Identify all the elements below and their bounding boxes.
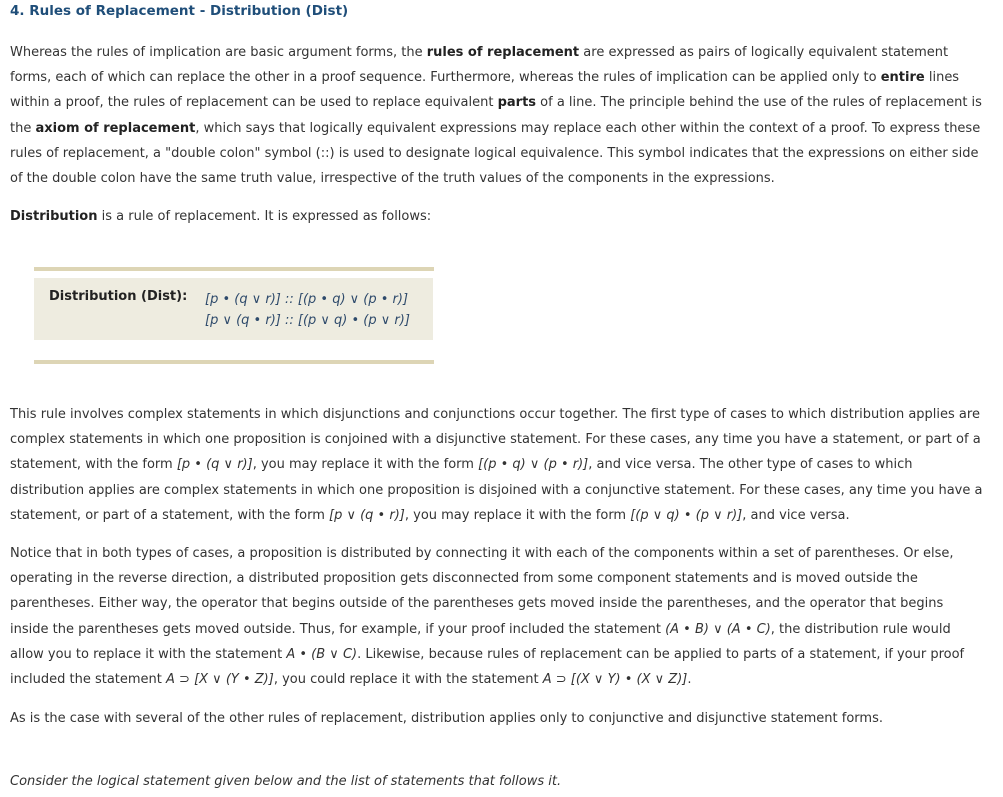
text: , you could replace it with the statement [273,672,543,688]
formula: [p • (q ∨ r)] [176,457,253,473]
term-entire: entire [880,70,925,86]
text: are expressed as pairs of logically equivalent statement forms, each of which can replace the other in a proof sequence. Furthermore, whereas the rules of implication can be applied only to [10,45,949,86]
text: , and vice versa. The other type of cases to which distribution applies are complex statements in which one proposition is disjoined with a conjunctive statement. For these cases, any time you have a statement, or part of a statement, with the form [10,457,983,523]
text: , you may replace it with the form [252,457,479,473]
text: of a line. The principle behind the use of the rules of replacement is the [10,95,982,136]
text: , which says that logically equivalent expressions may replace each other within the context of a proof. To express these rules of replacement, a "double colon" symbol (::) is used to designate logical equivalence. This symbol indicates that the expressions on either side of the double colon have the same truth value, irrespective of the truth values of the components in the expressions. [10,120,981,187]
intro-paragraph [10,40,985,191]
text: , the distribution rule would allow you to replace it with the statement [10,621,951,662]
text: Notice that in both types of cases, a proposition is distributed by connecting it with each of the components within a set of parentheses. Or else, operating in the reverse direction, a distributed proposition gets disconnected from some component statements and is moved outside the parentheses. Either way, the operator that begins outside of the parentheses gets moved inside the parentheses, and the operator that begins inside the parentheses gets moved outside. Thus, for example, if your proof included the statement [10,546,954,637]
section-title: 4. Rules of Replacement - Distribution (Dist) [10,3,349,19]
rule-form-2: [p ∨ (q • r)] :: [(p ∨ q) • (p ∨ r)] [205,313,410,328]
notice-paragraph [10,541,985,692]
term-distribution: Distribution [10,209,98,224]
text: , you may replace it with the form [404,507,631,523]
text: This rule involves complex statements in which disjunctions and conjunctions occur together. The first type of cases to which distribution applies are complex statements in which one proposition is conjoined with a disjunctive statement. For these cases, any time you have a statement, or part of a statement, with the form [10,407,981,473]
text: lines within a proof, the rules of replacement can be used to replace equivalent [10,70,960,111]
rule-label: Distribution (Dist): [49,289,188,304]
text: is a rule of replacement. It is expressed as follows: [97,209,432,224]
scope-paragraph: As is the case with several of the other rules of replacement, distribution applies only to conjunctive and disjunctive statement forms. [10,711,883,726]
term-rules-of-replacement: rules of replacement [426,45,580,60]
closing-instruction: Consider the logical statement given below and the list of statements that follows it. [10,774,562,789]
rule-box-top-rule [34,267,434,271]
distribution-intro [10,204,985,229]
formula: A ⊃ [(X ∨ Y) • (X ∨ Z)] [542,672,688,688]
rule-box-bottom-rule [34,360,434,364]
formula: (A • B) ∨ (A • C) [665,621,771,637]
rule-forms [205,289,410,331]
term-parts: parts [497,95,537,111]
text: . Likewise, because rules of replacement can be applied to parts of a statement, if your proof included the statement [10,646,965,688]
text: Whereas the rules of implication are basic argument forms, the [10,45,427,60]
formula: A • (B ∨ C) [286,646,358,662]
formula: [(p • q) ∨ (p • r)] [478,457,589,473]
explanation-paragraph [10,402,985,528]
text: , and vice versa. [742,507,850,523]
term-axiom-of-replacement: axiom of replacement [35,120,196,136]
formula: [p ∨ (q • r)] [329,507,405,523]
rule-form-1: [p • (q ∨ r)] :: [(p • q) ∨ (p • r)] [205,292,409,307]
formula: A ⊃ [X ∨ (Y • Z)] [166,672,274,688]
rule-box [34,278,433,340]
text: . [687,672,692,688]
formula: [(p ∨ q) • (p ∨ r)] [630,507,743,523]
